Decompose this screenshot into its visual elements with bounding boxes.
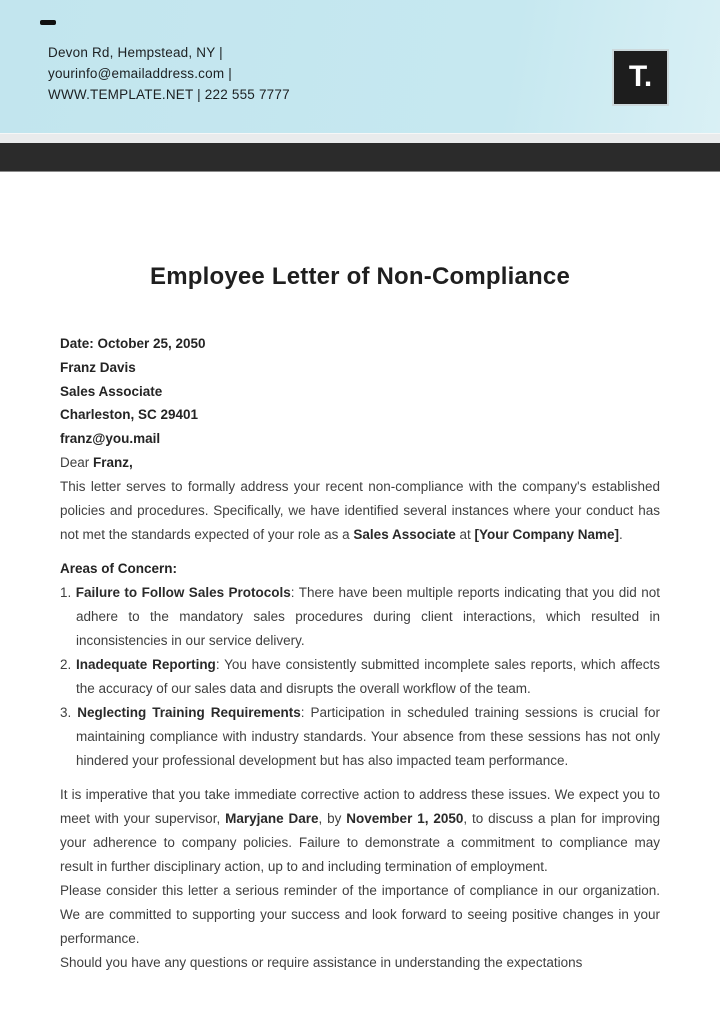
concern-item-1: 1. Failure to Follow Sales Protocols: There have been multiple reports indicating that you did not adhere to the mandatory sales procedures during client interactions, which resulted in inconsistencies in our service delivery.	[60, 584, 660, 648]
letterhead	[0, 0, 720, 133]
concern-item-3: 3. Neglecting Training Requirements: Participation in scheduled training sessions is crucial for maintaining compliance with industry standards. Your absence from these sessions has not only hindered your professional development but has also impacted team performance.	[60, 704, 660, 768]
concerns-list	[60, 581, 660, 773]
divider-strip-light	[0, 133, 720, 143]
paragraph-questions: Should you have any questions or require assistance in understanding the expectations	[60, 954, 583, 970]
divider-strip-dark	[0, 143, 720, 172]
address-line: Devon Rd, Hempstead, NY |	[48, 45, 223, 60]
recipient-role: Sales Associate	[60, 383, 163, 399]
logo-letter: T.	[628, 59, 653, 93]
recipient-info-block	[60, 332, 660, 475]
paragraph-corrective-action: It is imperative that you take immediate corrective action to address these issues. We expect you to meet with your supervisor, Maryjane Dare, by November 1, 2050, to discuss a plan for improving your adherence to company policies. Failure to demonstrate a commitment to compliance may result in further disciplinary action, up to and including termination of employment.	[60, 786, 660, 874]
letter-title: Employee Letter of Non-Compliance	[150, 263, 570, 290]
website-phone-line: WWW.TEMPLATE.NET | 222 555 7777	[48, 87, 290, 102]
dash-icon	[40, 20, 56, 25]
letter-body	[0, 262, 720, 975]
concern-item-2: 2. Inadequate Reporting: You have consistently submitted incomplete sales reports, which affects the accuracy of our sales data and disrupts the overall workflow of the team.	[60, 656, 660, 696]
recipient-name: Franz Davis	[60, 359, 136, 375]
salutation: Dear Franz,	[60, 454, 133, 470]
paragraph-intro: This letter serves to formally address your recent non-compliance with the company's established policies and procedures. Specifically, we have identified several instances where your conduct has not met the standards expected of your role as a Sales Associate at [Your Company Name].	[60, 478, 660, 542]
template-logo	[612, 49, 669, 106]
spacer	[60, 773, 660, 783]
concerns-heading: Areas of Concern:	[60, 560, 178, 576]
letterhead-contact	[48, 42, 290, 105]
recipient-city: Charleston, SC 29401	[60, 407, 199, 423]
recipient-email: franz@you.mail	[60, 431, 161, 447]
email-line: yourinfo@emailaddress.com |	[48, 66, 232, 81]
date-line: Date: October 25, 2050	[60, 336, 206, 351]
paragraph-reminder: Please consider this letter a serious reminder of the importance of compliance in our organization. We are committed to supporting your success and look forward to seeing positive changes in your performance.	[60, 882, 660, 946]
